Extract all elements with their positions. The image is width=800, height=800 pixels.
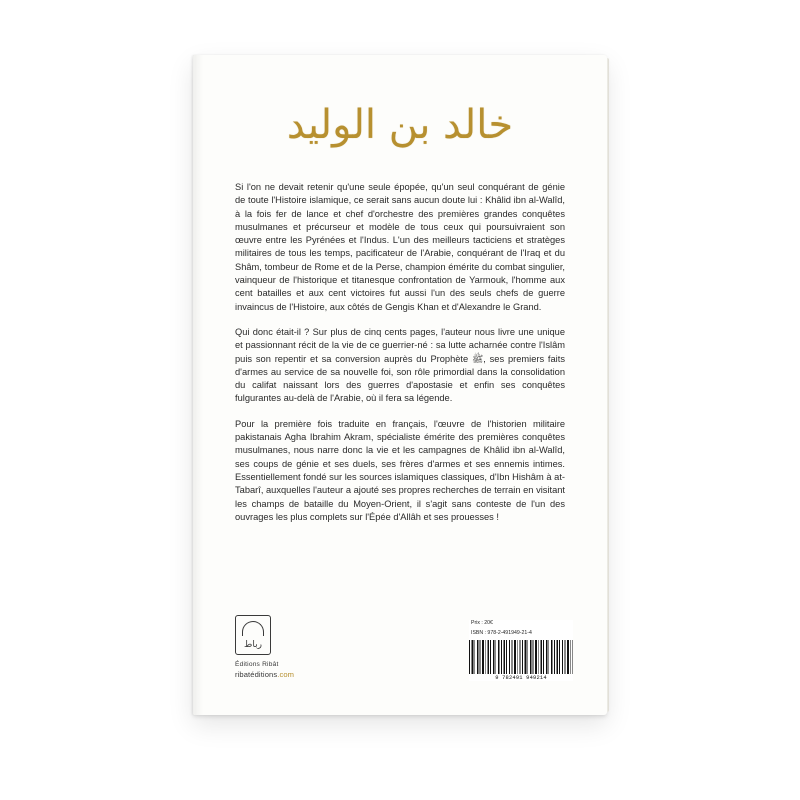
isbn-line: ISBN : 978-2-491949-21-4: [471, 630, 532, 636]
barcode-digits: 9 782491 949214: [495, 675, 547, 681]
publisher-website-tld: .com: [277, 670, 295, 679]
publisher-website-text: ribatéditions: [235, 670, 278, 679]
arabic-title-block: [193, 85, 607, 165]
isbn-barcode-block: [469, 620, 573, 681]
publisher-name: Éditions Ribât: [235, 661, 279, 668]
paragraph-3: Pour la première fois traduite en français, l'œuvre de l'historien militaire pakistanais Agha Ibrahim Akram, spécialiste émérite des premières conquêtes musulmanes, nous narre donc la vie et les campagnes de Khâlid ibn al-Walîd, ses coups de génie et ses duels, ses frères d'armes et ses ennemis intimes. Essentiellement fondé sur les sources islamiques classiques, d'Ibn Hishâm à at-Tabarî, auxquelles l'auteur a ajouté ses propres recherches de terrain en visitant les champs de bataille du Moyen-Orient, il s'agit sans conteste de l'un des ouvrages les plus complets sur l'Épée d'Allâh et ses prouesses !: [235, 418, 565, 522]
price-line: Prix : 20€: [471, 620, 493, 626]
arabic-calligraphy-title: خالد بن الوليد: [286, 102, 514, 148]
paragraph-2: Qui donc était-il ? Sur plus de cinq cents pages, l'auteur nous livre une unique et passionnant récit de la vie de ce guerrier-né : sa lutte acharnée contre l'Islâm puis son repentir et sa conversion auprès du Prophète ﷺ, ses premiers faits d'armes au service de sa nouvelle foi, son rôle primordial dans la consolidation du califat naissant lors des guerres d'apostasie et enfin ses conquêtes fulgurantes au-delà de l'Arabie, où il fera sa légende.: [235, 326, 565, 404]
publisher-logo-icon: [235, 615, 271, 655]
back-cover-text: [235, 181, 565, 524]
paragraph-1: Si l'on ne devait retenir qu'une seule épopée, qu'un seul conquérant de génie de toute l'Histoire islamique, ce serait sans aucun doute lui : Khâlid ibn al-Walîd, à la fois fer de lance et chef d'orchestre des premières grandes conquêtes musulmanes et précurseur et modèle de tous ceux qui poursuivraient son œuvre entre les Pyrénées et l'Indus. L'un des meilleurs tacticiens et stratèges militaires de tous les temps, pacificateur de l'Arabie, conquérant de l'Iraq et du Shâm, tombeur de Rome et de la Perse, champion émérite du combat singulier, vainqueur de l'historique et titanesque confrontation de Yarmouk, l'homme aux cent batailles et aux cent victoires fut aussi l'un des seuls chefs de guerre invaincus de l'Histoire, aux côtés de Gengis Khan et d'Alexandre le Grand.: [235, 182, 565, 312]
book-back-cover: [193, 55, 607, 715]
logo-arch-shape: [242, 621, 264, 636]
barcode-icon: [469, 640, 573, 674]
publisher-block: [235, 615, 385, 679]
logo-arabic-text: رباط: [244, 640, 262, 650]
publisher-website: [235, 670, 385, 679]
